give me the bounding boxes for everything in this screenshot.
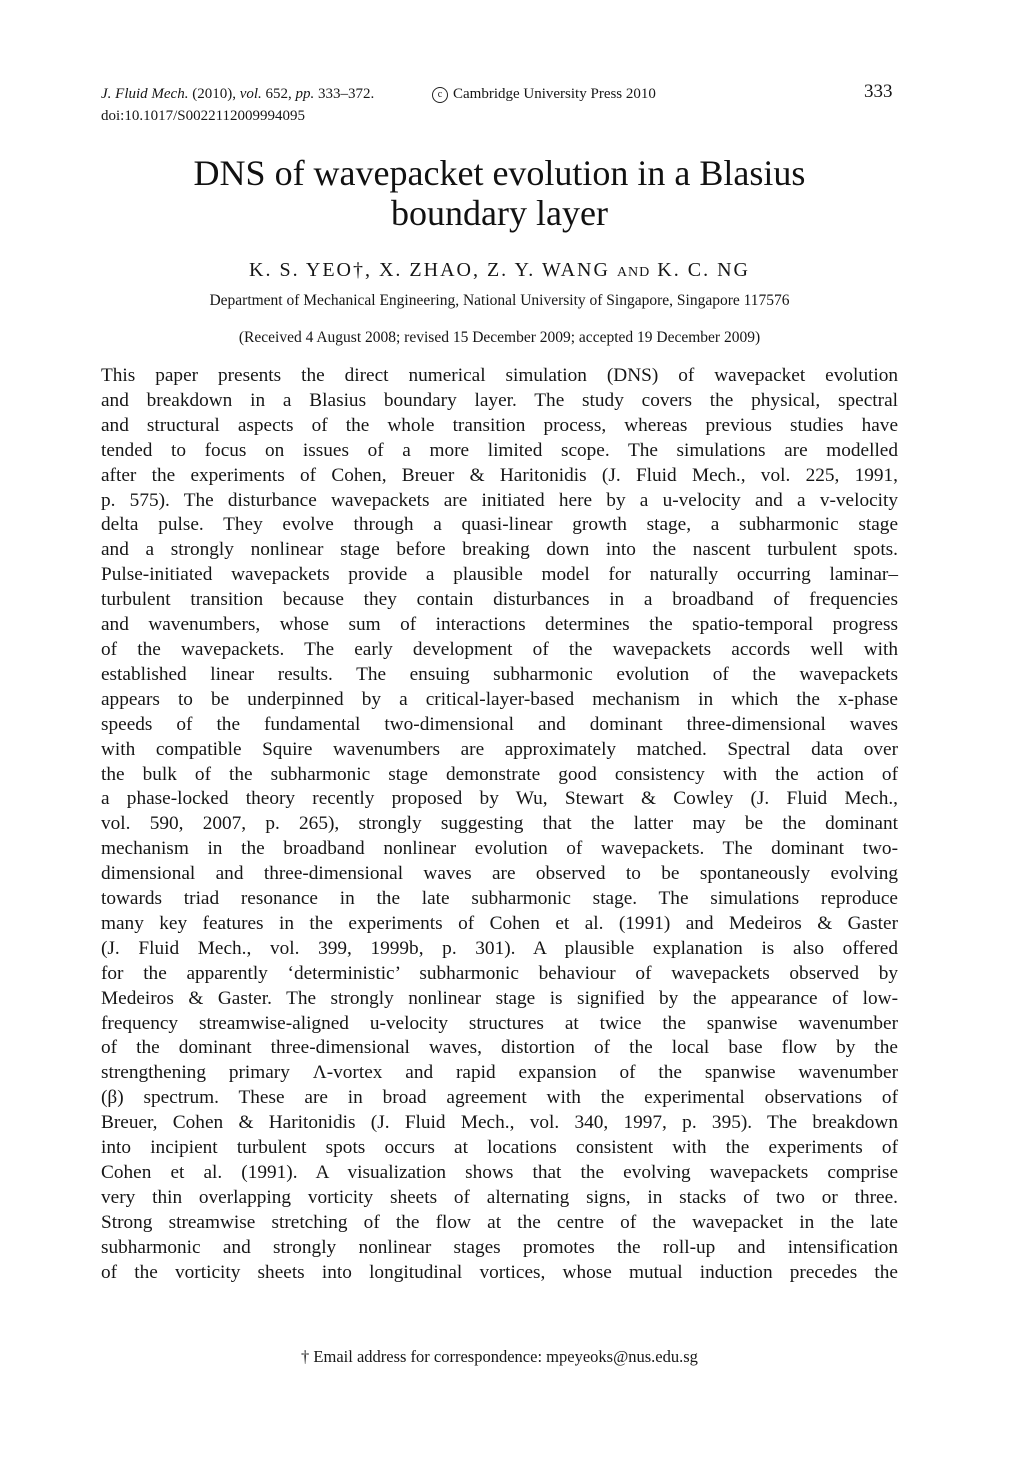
abstract-line: Pulse-initiated wavepackets provide a plausible model for naturally occurring laminar–	[101, 564, 898, 586]
abstract-line: delta pulse. They evolve through a quasi-linear growth stage, a subharmonic stage	[101, 514, 898, 536]
abstract-line: of the vorticity sheets into longitudinal vortices, whose mutual induction precedes the	[101, 1261, 898, 1283]
abstract-line: frequency streamwise-aligned u-velocity structures at twice the spanwise wavenumber	[101, 1012, 898, 1034]
copyright-notice	[432, 85, 656, 103]
author-and: AND	[616, 265, 651, 280]
abstract-line: and breakdown in a Blasius boundary layer. The study covers the physical, spectral	[101, 389, 898, 411]
abstract-line: towards triad resonance in the late subharmonic stage. The simulations reproduce	[101, 888, 898, 910]
abstract-line: vol. 590, 2007, p. 265), strongly suggesting that the latter may be the dominant	[101, 813, 898, 835]
abstract-line: subharmonic and strongly nonlinear stages promotes the roll-up and intensification	[101, 1236, 898, 1258]
abstract-line: with compatible Squire wavenumbers are approximately matched. Spectral data over	[101, 738, 898, 760]
abstract-line: strengthening primary Λ-vortex and rapid expansion of the spanwise wavenumber	[101, 1062, 898, 1084]
title-line-2: boundary layer	[391, 193, 608, 233]
abstract-line: (β) spectrum. These are in broad agreement with the experimental observations of	[101, 1087, 898, 1109]
abstract-line: many key features in the experiments of Cohen et al. (1991) and Medeiros & Gaster	[101, 912, 898, 934]
received-dates: (Received 4 August 2008; revised 15 December 2009; accepted 19 December 2009)	[238, 329, 761, 346]
abstract-line: and structural aspects of the whole transition process, whereas previous studies have	[101, 414, 898, 436]
abstract-line: dimensional and three-dimensional waves are observed to be spontaneously evolving	[101, 863, 898, 885]
abstract-line: for the apparently ‘deterministic’ subharmonic behaviour of wavepackets observed by	[101, 962, 898, 984]
copyright-text: Cambridge University Press 2010	[453, 86, 656, 102]
abstract-line: the bulk of the subharmonic stage demonstrate good consistency with the action of	[101, 763, 898, 785]
abstract-line: mechanism in the broadband nonlinear evolution of wavepackets. The dominant two-	[101, 838, 898, 860]
abstract-line: Medeiros & Gaster. The strongly nonlinear stage is signified by the appearance of low-	[101, 987, 898, 1009]
abstract	[101, 364, 898, 1286]
abstract-line: of the dominant three-dimensional waves, distortion of the local base flow by the	[101, 1037, 898, 1059]
journal-year: (2010),	[192, 86, 236, 102]
abstract-line: of the wavepackets. The early development of the wavepackets accords well with	[101, 638, 898, 660]
abstract-line: and wavenumbers, whose sum of interactions determines the spatio-temporal progress	[101, 614, 898, 636]
title-line-1: DNS of wavepacket evolution in a Blasius	[193, 153, 806, 193]
abstract-line: tended to focus on issues of a more limited scope. The simulations are modelled	[101, 439, 898, 461]
abstract-line: Breuer, Cohen & Haritonidis (J. Fluid Mech., vol. 340, 1997, p. 395). The breakdown	[101, 1112, 898, 1134]
journal-citation	[101, 85, 374, 103]
abstract-line: a phase-locked theory recently proposed by Wu, Stewart & Cowley (J. Fluid Mech.,	[101, 788, 898, 810]
page-range: 333–372.	[318, 86, 375, 102]
abstract-line: This paper presents the direct numerical simulation (DNS) of wavepacket evolution	[101, 365, 898, 386]
abstract-line: into incipient turbulent spots occurs at locations consistent with the experiments of	[101, 1137, 898, 1159]
abstract-line: p. 575). The disturbance wavepackets are initiated here by a u-velocity and a v-velocity	[101, 489, 898, 511]
page-number: 333	[864, 81, 893, 102]
abstract-line: (J. Fluid Mech., vol. 399, 1999b, p. 301). A plausible explanation is also offered	[101, 937, 898, 959]
volume-label: vol.	[239, 86, 262, 102]
abstract-line: and a strongly nonlinear stage before breaking down into the nascent turbulent spots.	[101, 539, 898, 561]
journal-name: J. Fluid Mech.	[101, 86, 189, 102]
paper-title	[101, 153, 898, 233]
author-names-1: K. S. YEO†, X. ZHAO, Z. Y. WANG	[249, 259, 610, 281]
abstract-line: Strong streamwise stretching of the flow at the centre of the wavepacket in the late	[101, 1211, 898, 1233]
affiliation: Department of Mechanical Engineering, National University of Singapore, Singapore 117576	[209, 292, 790, 309]
footnote: † Email address for correspondence: mpeyeoks@nus.edu.sg	[301, 1347, 698, 1366]
author-list	[101, 258, 898, 285]
doi: doi:10.1017/S0022112009994095	[101, 108, 306, 124]
abstract-line: after the experiments of Cohen, Breuer & Haritonidis (J. Fluid Mech., vol. 225, 1991,	[101, 464, 898, 486]
abstract-line: Cohen et al. (1991). A visualization shows that the evolving wavepackets comprise	[101, 1162, 898, 1183]
abstract-line: established linear results. The ensuing subharmonic evolution of the wavepackets	[101, 663, 898, 685]
copyright-icon: c	[432, 87, 448, 103]
abstract-line: speeds of the fundamental two-dimensional and dominant three-dimensional waves	[101, 713, 898, 735]
author-names-2: K. C. NG	[657, 259, 750, 281]
volume-number: 652,	[265, 86, 292, 102]
abstract-line: very thin overlapping vorticity sheets of alternating signs, in stacks of two or three.	[101, 1186, 898, 1208]
abstract-line: turbulent transition because they contain disturbances in a broadband of frequencies	[101, 589, 898, 611]
abstract-line: appears to be underpinned by a critical-layer-based mechanism in which the x-phase	[101, 688, 898, 710]
pages-label: pp.	[295, 86, 315, 102]
